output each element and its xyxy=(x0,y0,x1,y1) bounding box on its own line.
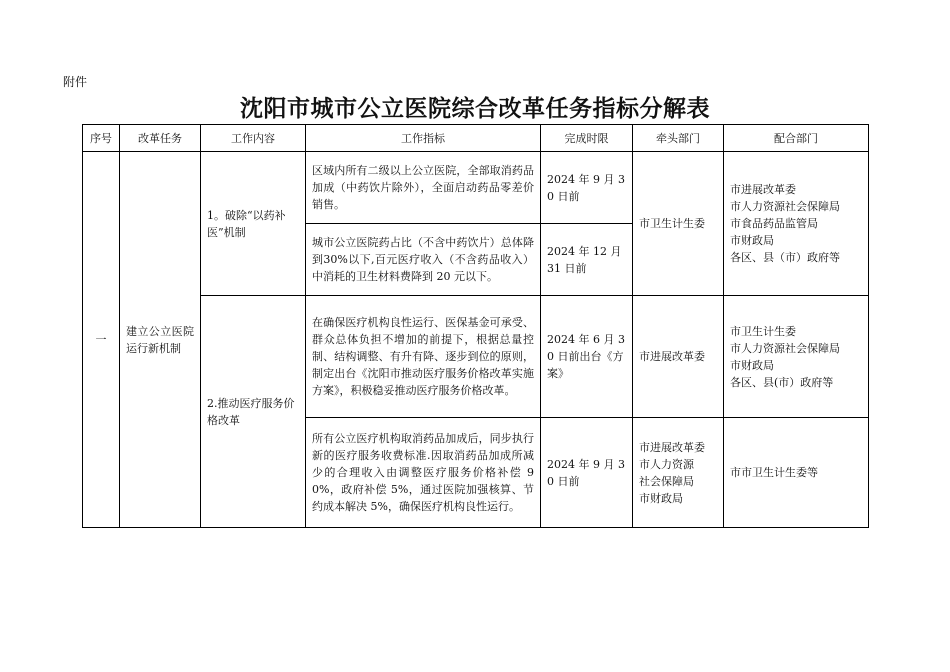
column-header-reform-task: 改革任务 xyxy=(120,125,201,152)
table-row xyxy=(83,296,869,418)
column-header-cooperate-dept: 配合部门 xyxy=(724,125,869,152)
indicator-cell: 区域内所有二级以上公立医院，全部取消药品加成（中药饮片除外），全面启动药品零差价销售。 xyxy=(306,152,541,224)
lead-dept-cell: 市卫生计生委 xyxy=(633,152,724,296)
lead-dept-line: 社会保障局 xyxy=(639,474,694,488)
attachment-label: 附件 xyxy=(63,75,88,89)
column-header-work-content: 工作内容 xyxy=(201,125,306,152)
cooperate-dept-line: 市卫生计生委 xyxy=(730,324,796,338)
column-header-seq: 序号 xyxy=(83,125,120,152)
lead-dept-line: 市进展改革委 xyxy=(639,440,705,454)
seq-cell: 一 xyxy=(83,152,120,528)
cooperate-dept-line: 各区、县（市）政府等 xyxy=(730,251,840,264)
cooperate-dept-line: 市市卫生计生委等 xyxy=(730,466,818,479)
indicator-cell: 在确保医疗机构良性运行、医保基金可承受、群众总体负担不增加的前提下，根据总量控制、结构调整、有升有降、逐步到位的原则，制定出台《沈阳市推动医疗服务价格改革实施方案》，积极稳妥推动医疗服务价格改革。 xyxy=(306,296,541,418)
cooperate-dept-line: 各区、县(市）政府等 xyxy=(730,375,834,389)
cooperate-dept-line: 市进展改革委 xyxy=(730,183,796,196)
cooperate-dept-line: 市财政局 xyxy=(730,358,774,372)
deadline-cell: 2024 年 12 月 31 日前 xyxy=(541,224,633,296)
deadline-cell: 2024 年 9 月 30 日前 xyxy=(541,418,633,528)
cooperate-dept-line: 市食品药品监管局 xyxy=(730,217,818,230)
deadline-cell: 2024 年 9 月 30 日前 xyxy=(541,152,633,224)
cooperate-dept-cell xyxy=(724,296,869,418)
column-header-indicator: 工作指标 xyxy=(306,125,541,152)
page-title: 沈阳市城市公立医院综合改革任务指标分解表 xyxy=(240,96,710,122)
deadline-cell: 2024 年 6 月 30 日前出台《方案》 xyxy=(541,296,633,418)
lead-dept-cell: 市进展改革委 xyxy=(633,296,724,418)
table-header-row xyxy=(83,125,869,152)
indicator-cell: 城市公立医院药占比（不含中药饮片）总体降到30%以下,百元医疗收入（不含药品收入）中消耗的卫生材料费降到 20 元以下。 xyxy=(306,224,541,296)
work-content-cell: 2.推动医疗服务价格改革 xyxy=(201,296,306,528)
lead-dept-line: 市财政局 xyxy=(639,491,683,505)
task-table xyxy=(82,124,869,528)
column-header-lead-dept: 牵头部门 xyxy=(633,125,724,152)
cooperate-dept-line: 市财政局 xyxy=(730,234,774,247)
work-content-cell: 1。破除“以药补医”机制 xyxy=(201,152,306,296)
cooperate-dept-line: 市人力资源社会保障局 xyxy=(730,200,840,213)
cooperate-dept-cell xyxy=(724,152,869,296)
lead-dept-line: 市人力资源 xyxy=(639,457,694,471)
table-row xyxy=(83,152,869,224)
reform-task-cell: 建立公立医院运行新机制 xyxy=(120,152,201,528)
lead-dept-cell xyxy=(633,418,724,528)
column-header-deadline: 完成时限 xyxy=(541,125,633,152)
cooperate-dept-line: 市人力资源社会保障局 xyxy=(730,341,840,355)
cooperate-dept-cell xyxy=(724,418,869,528)
indicator-cell: 所有公立医疗机构取消药品加成后，同步执行新的医疗服务收费标准.因取消药品加成所减少的合理收入由调整医疗服务价格补偿 90%，政府补偿 5%，通过医院加强核算、节约成本解决 5%，确保医疗机构良性运行。 xyxy=(306,418,541,528)
